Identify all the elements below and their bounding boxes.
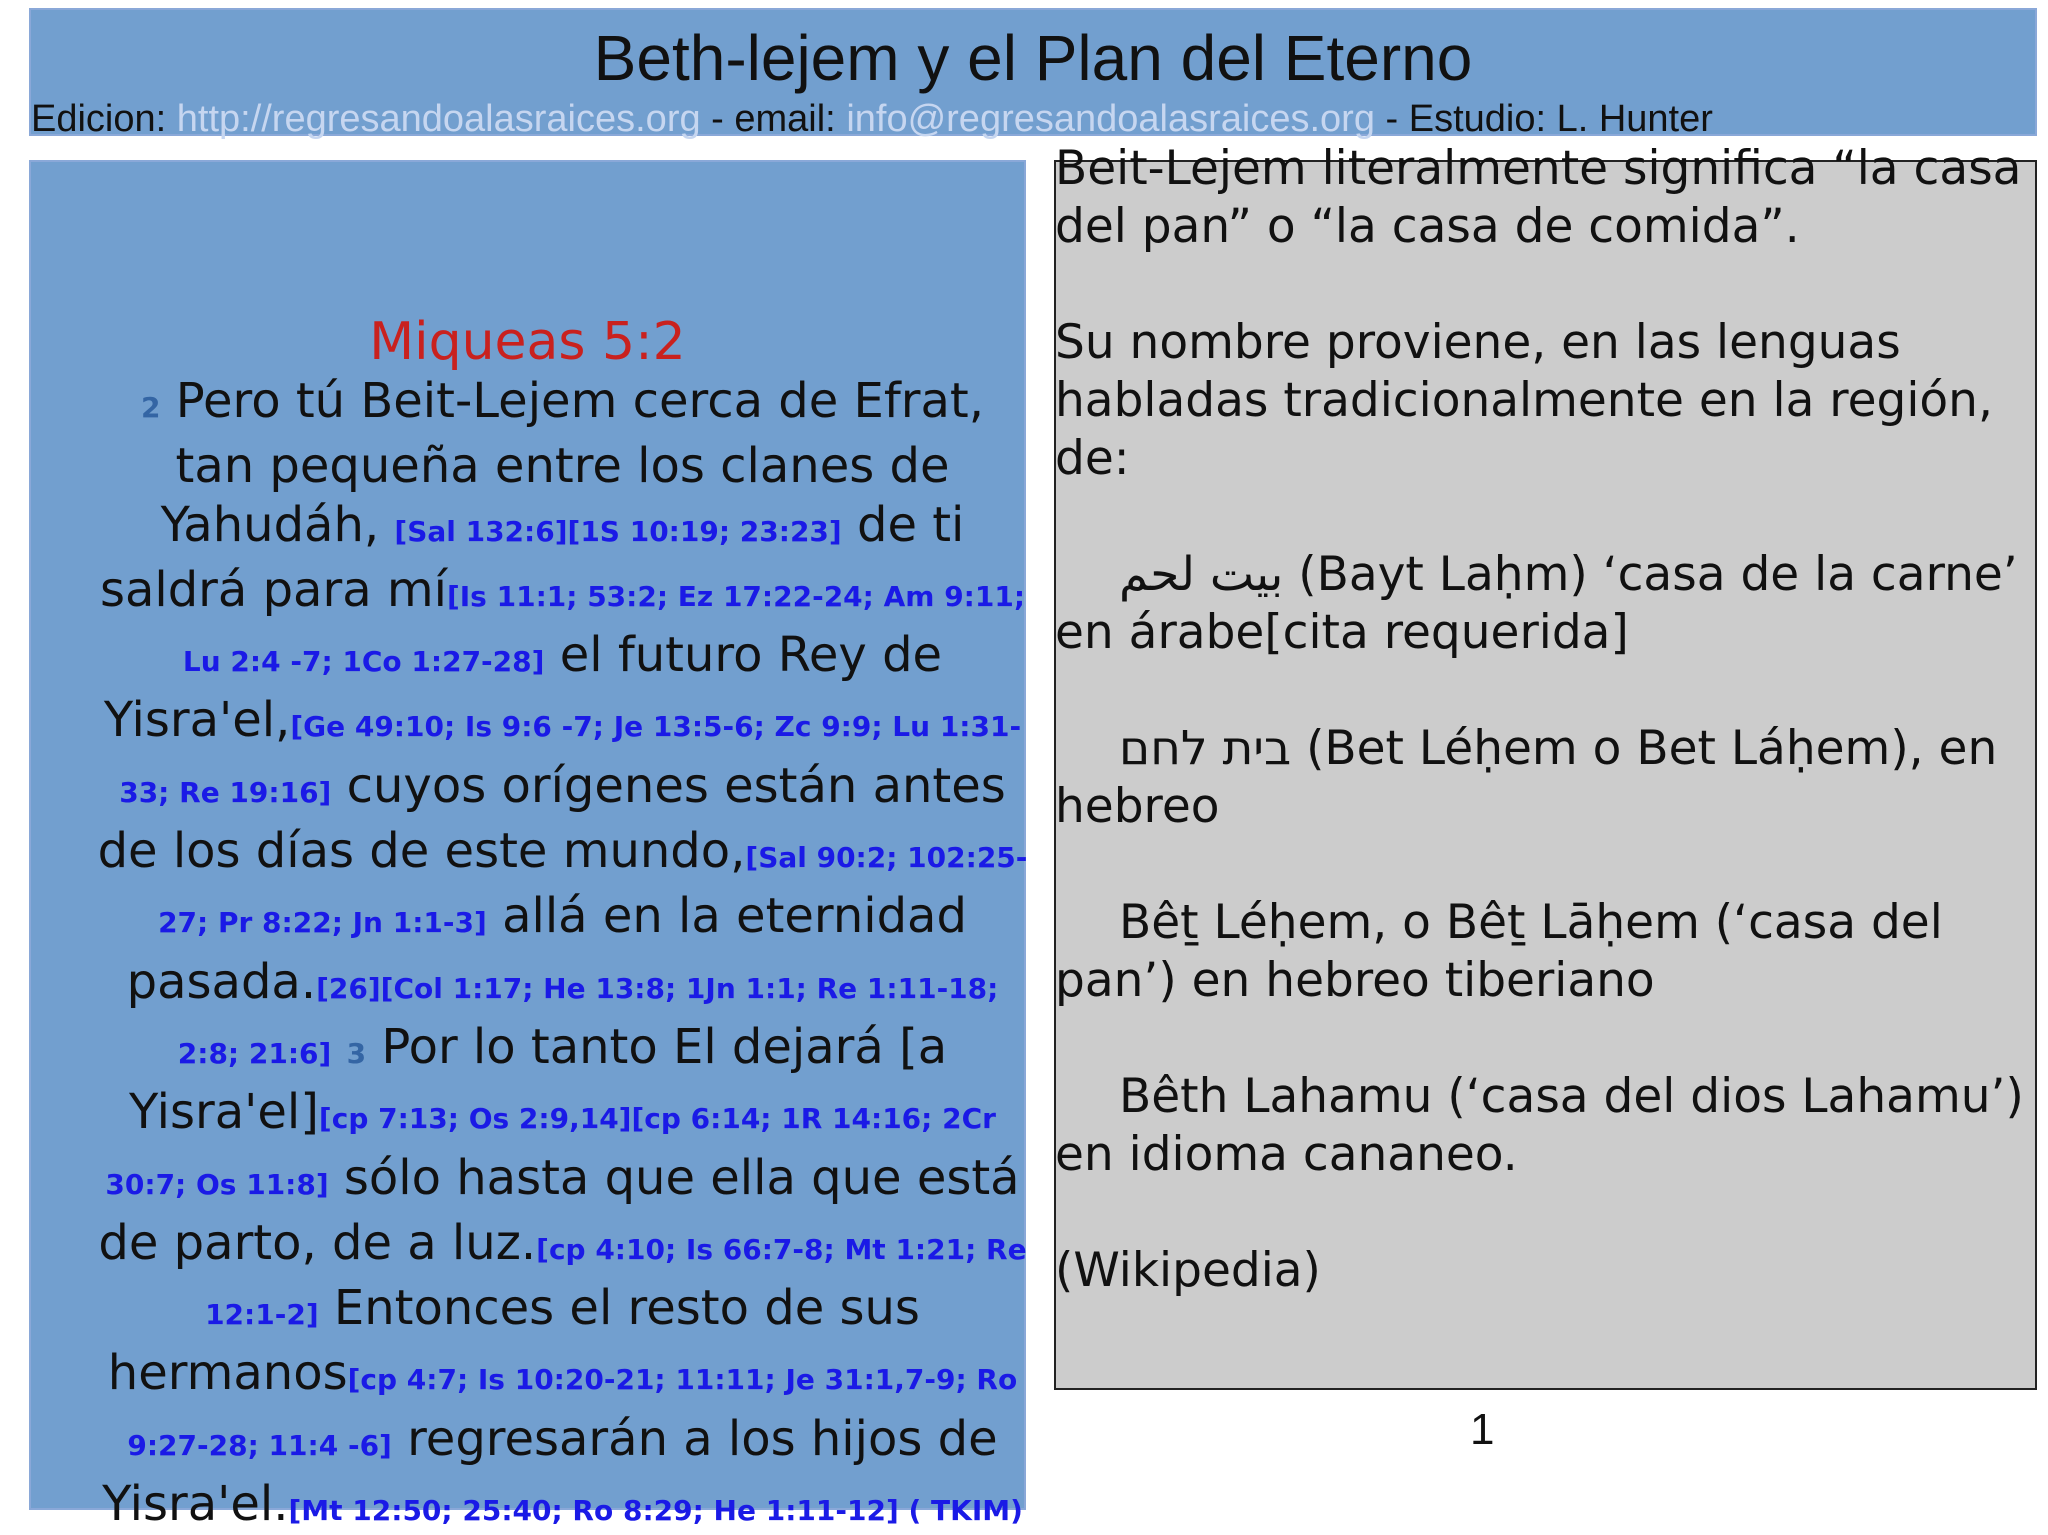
note-arabic: بيت لحم (Bayt Laḥm) ‘casa de la carne’ en árabe[cita requerida]	[1055, 547, 2018, 660]
note-source: (Wikipedia)	[1055, 1243, 1321, 1298]
verse-segment: Por lo tanto El dejará [a Yisra'el]	[129, 1018, 948, 1141]
cross-reference: [Sal 132:6][1S 10:19; 23:23]	[394, 514, 842, 548]
verse-number: 2	[141, 391, 161, 424]
verse-segment: Pero tú Beit-Lejem cerca de Efrat, tan pequeña entre los clanes de Yahudáh,	[160, 373, 984, 553]
header-banner	[29, 8, 2037, 140]
verse-segment: regresarán a los hijos de Yisra'el.	[102, 1410, 998, 1533]
cross-reference: [Sal 90:2; 102:25-27; Pr 8:22; Jn 1:1-3]	[158, 841, 1028, 940]
cross-reference: [Mt 12:50; 25:40; Ro 8:29; He 1:11-12] ( TKIM)	[288, 1494, 1023, 1528]
edition-label: Edicion:	[31, 98, 177, 140]
verse-segment: allá en la eternidad pasada.	[126, 888, 967, 1010]
verse-segment: cuyos orígenes están antes de los días de este mundo,	[97, 757, 1006, 880]
notes-text	[1055, 140, 2035, 1358]
page-number: 1	[1470, 1405, 1495, 1454]
note-canaanite: Bêth Lahamu (‘casa del dios Lahamu’) en idioma cananeo.	[1055, 1069, 2024, 1182]
note-meaning: Beit-Lejem literalmente significa “la casa del pan” o “la casa de comida”.	[1055, 141, 2022, 254]
verse-title: Miqueas 5:2	[369, 312, 686, 372]
note-hebrew: בית לחם (Bet Léḥem o Bet Láḥem), en hebreo	[1055, 721, 1998, 834]
email-label: - email:	[700, 98, 847, 140]
website-link[interactable]: http://regresandoalasraices.org	[176, 98, 701, 140]
verse-segment: sólo hasta que ella que está de parto, de a luz.	[98, 1149, 1020, 1271]
page-title: Beth-lejem y el Plan del Eterno	[593, 22, 1473, 94]
cross-reference: [cp 7:13; Os 2:9,14][cp 6:14; 1R 14:16; 2Cr 30:7; Os 11:8]	[105, 1102, 996, 1201]
edition-line	[31, 98, 1713, 140]
verse-number: 3	[346, 1036, 367, 1070]
verse-text	[95, 372, 1030, 1535]
note-tiberian: Bêṯ Léḥem, o Bêṯ Lāḥem (‘casa del pan’) en hebreo tiberiano	[1055, 895, 1943, 1008]
study-credit: - Estudio: L. Hunter	[1374, 98, 1713, 140]
cross-reference: [Ge 49:10; Is 9:6 -7; Je 13:5-6; Zc 9:9; Lu 1:31-33; Re 19:16]	[119, 710, 1022, 809]
cross-reference: [cp 4:7; Is 10:20-21; 11:11; Je 31:1,7-9; Ro 9:27-28; 11:4 -6]	[127, 1363, 1018, 1462]
verse-segment: el futuro Rey de Yisra'el,	[103, 627, 943, 749]
verse-segment: de ti saldrá para mí	[99, 496, 965, 618]
cross-reference: [26][Col 1:17; He 13:8; 1Jn 1:1; Re 1:11-18; 2:8; 21:6]	[177, 971, 999, 1070]
note-origin: Su nombre proviene, en las lenguas habladas tradicionalmente en la región, de:	[1055, 315, 1993, 486]
cross-reference: [Is 11:1; 53:2; Ez 17:22-24; Am 9:11; Lu 2:4 -7; 1Co 1:27-28]	[182, 579, 1026, 679]
verse-segment: Entonces el resto de sus hermanos	[107, 1280, 920, 1402]
cross-reference: [cp 4:10; Is 66:7-8; Mt 1:21; Re 12:1-2]	[205, 1232, 1027, 1332]
email-link[interactable]: info@regresandoalasraices.org	[846, 98, 1375, 140]
